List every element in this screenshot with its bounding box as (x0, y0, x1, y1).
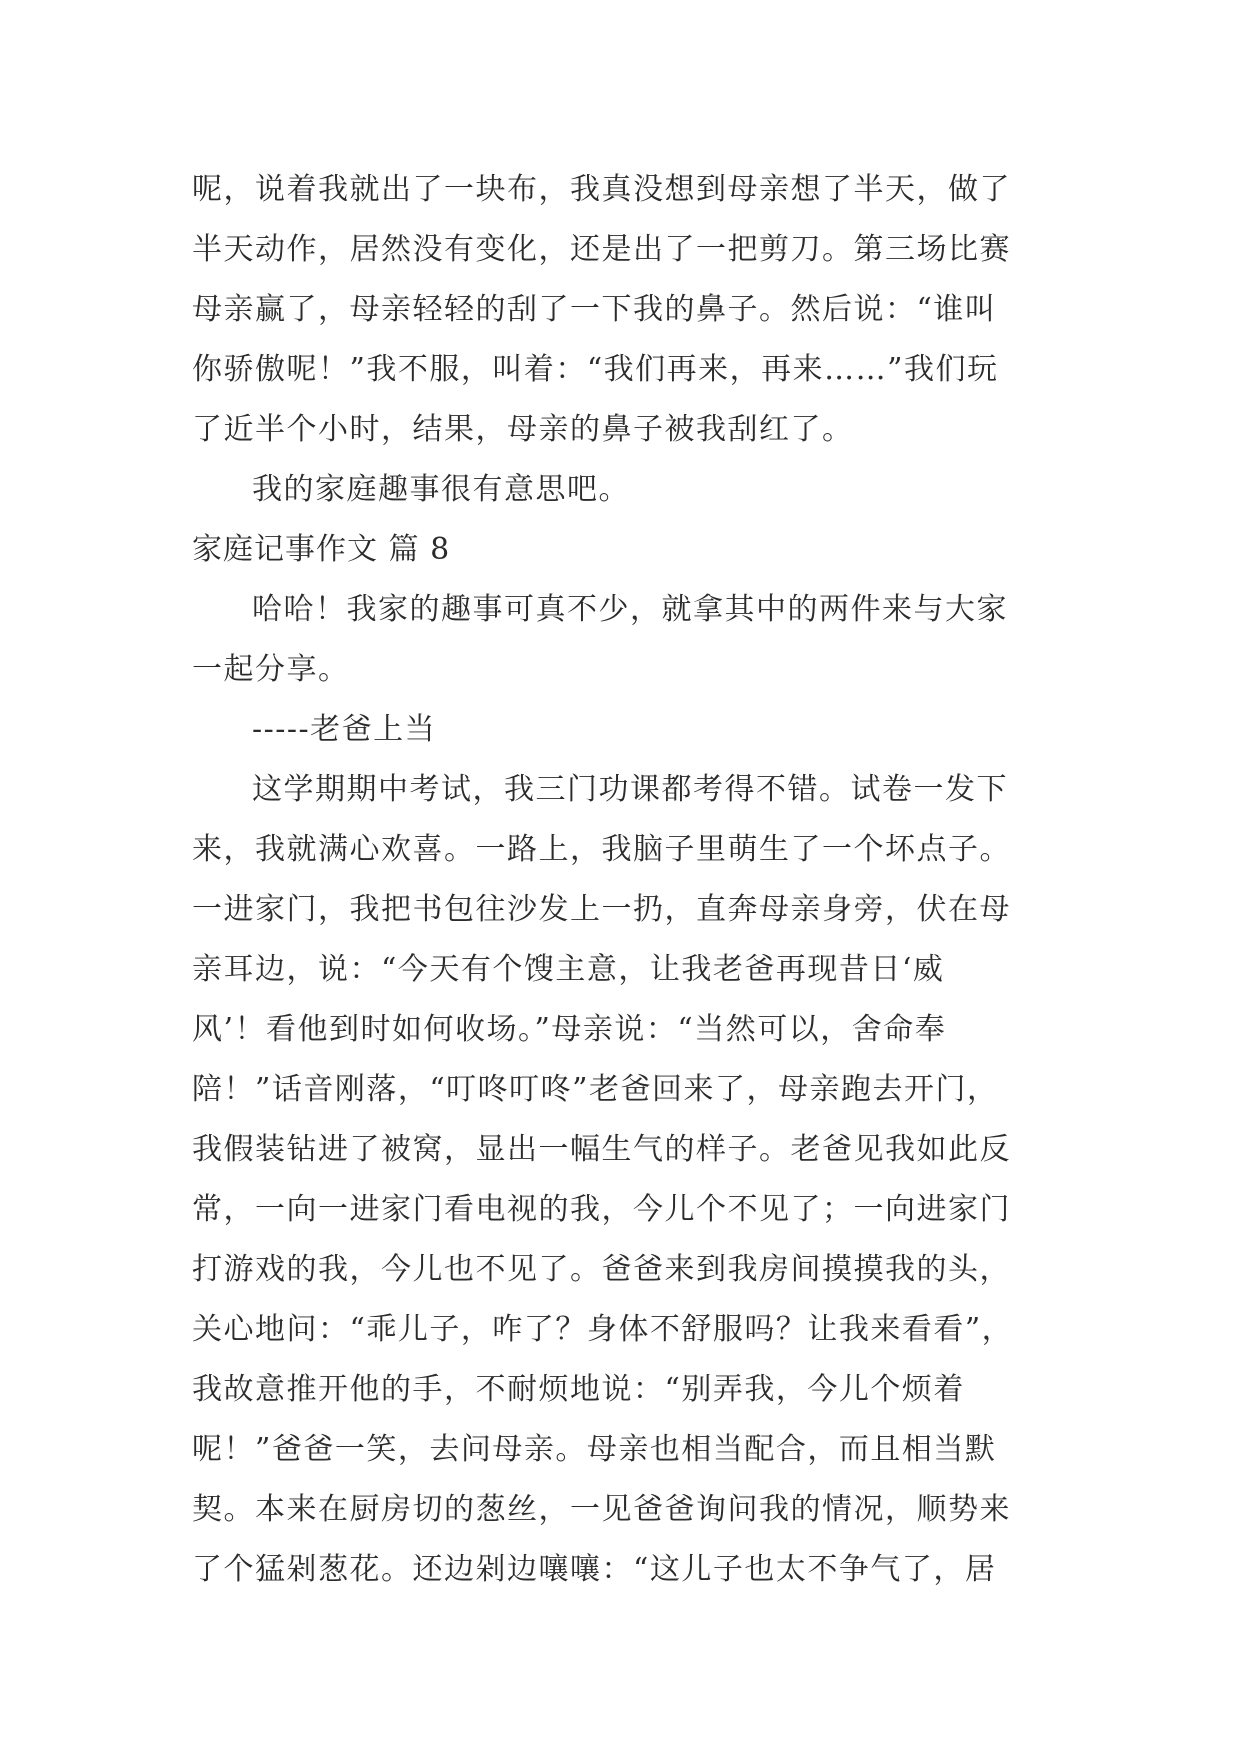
text-line: 陪！”话音刚落，“叮咚叮咚”老爸回来了，母亲跑去开门， (192, 1072, 999, 1107)
text-line: 关心地问：“乖儿子，咋了？身体不舒服吗？让我来看看”， (192, 1312, 1014, 1347)
document-body (192, 160, 1052, 1600)
text-line: 一起分享。 (192, 652, 350, 687)
text-line: -----老爸上当 (252, 712, 437, 747)
text-line: 亲耳边，说：“今天有个馊主意，让我老爸再现昔日‘威 (192, 952, 945, 987)
text-line: 来，我就满心欢喜。一路上，我脑子里萌生了一个坏点子。 (192, 832, 1011, 867)
text-line: 了个猛剁葱花。还边剁边嚷嚷：“这儿子也太不争气了，居 (192, 1552, 997, 1587)
text-line: 一进家门，我把书包往沙发上一扔，直奔母亲身旁，伏在母 (192, 892, 1011, 927)
section-heading: 家庭记事作文 篇 8 (192, 532, 451, 567)
text-line: 我假装钻进了被窝，显出一幅生气的样子。老爸见我如此反 (192, 1132, 1011, 1167)
text-line: 呢，说着我就出了一块布，我真没想到母亲想了半天，做了 (192, 172, 1011, 207)
text-line: 半天动作，居然没有变化，还是出了一把剪刀。第三场比赛 (192, 232, 1011, 267)
text-line: 风’！看他到时如何收场。”母亲说：“当然可以，舍命奉 (192, 1012, 947, 1047)
text-line: 我故意推开他的手，不耐烦地说：“别弄我，今儿个烦着 (192, 1372, 965, 1407)
text-line: 呢！”爸爸一笑，去问母亲。母亲也相当配合，而且相当默 (192, 1432, 997, 1467)
text-line: 常，一向一进家门看电视的我，今儿个不见了；一向进家门 (192, 1192, 1011, 1227)
text-line: 你骄傲呢！”我不服，叫着：“我们再来，再来……”我们玩 (192, 352, 999, 387)
text-line: 我的家庭趣事很有意思吧。 (252, 472, 630, 507)
text-line: 了近半个小时，结果，母亲的鼻子被我刮红了。 (192, 412, 854, 447)
text-line: 哈哈！我家的趣事可真不少，就拿其中的两件来与大家 (252, 592, 1008, 627)
text-line: 契。本来在厨房切的葱丝，一见爸爸询问我的情况，顺势来 (192, 1492, 1011, 1527)
text-line: 这学期期中考试，我三门功课都考得不错。试卷一发下 (252, 772, 1008, 807)
text-line: 打游戏的我，今儿也不见了。爸爸来到我房间摸摸我的头， (192, 1252, 1011, 1287)
text-line: 母亲赢了，母亲轻轻的刮了一下我的鼻子。然后说：“谁叫 (192, 292, 997, 327)
